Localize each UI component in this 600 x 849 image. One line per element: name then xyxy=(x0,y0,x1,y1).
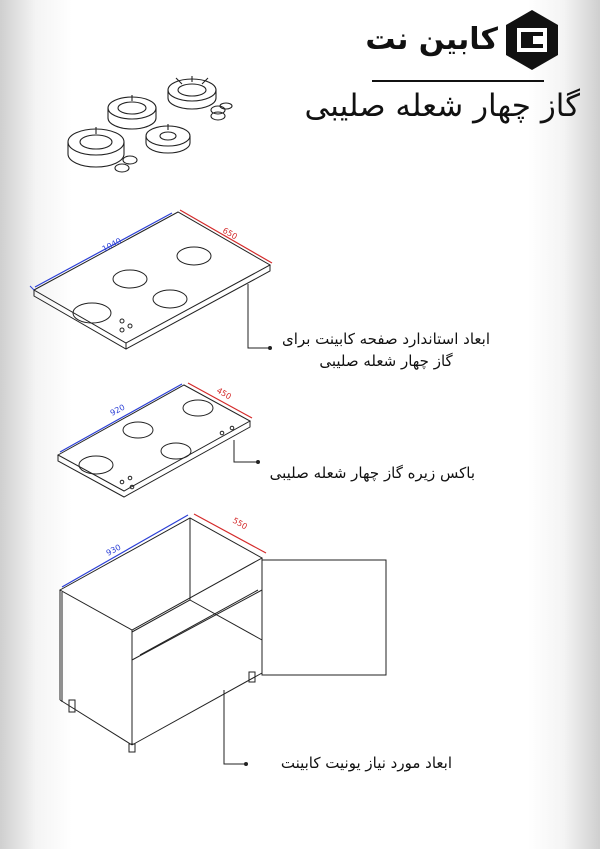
countertop-label-line2: گاز چهار شعله صلیبی xyxy=(319,352,453,370)
burner-cap-3 xyxy=(146,124,190,153)
knob-parts xyxy=(115,103,232,172)
countertop-label-line1: ابعاد استاندارد صفحه کابینت برای xyxy=(282,330,490,348)
page-title: گاز چهار شعله صلیبی xyxy=(304,88,580,124)
dim-cutout-width: 920 xyxy=(108,402,127,418)
dim-cabinet-width: 930 xyxy=(104,542,123,558)
cabinet-label: ابعاد مورد نیاز یونیت کابینت xyxy=(280,754,452,772)
cutout-box xyxy=(58,383,252,497)
dim-countertop-width: 1040 xyxy=(100,236,123,254)
dim-countertop-depth: 650 xyxy=(221,225,239,242)
leader-line-1 xyxy=(248,284,270,348)
countertop-label xyxy=(282,328,490,372)
dim-cutout-depth: 450 xyxy=(215,385,233,402)
dim-cabinet-depth: 550 xyxy=(231,515,249,532)
burner-cap-1 xyxy=(168,76,216,109)
burner-parts-illustration xyxy=(68,76,232,172)
cutout-label: باکس زیره گاز چهار شعله صلیبی xyxy=(269,464,475,482)
burner-cap-2 xyxy=(108,95,156,129)
burner-cap-4 xyxy=(68,127,124,167)
brand-name: کابین نت xyxy=(365,22,498,57)
leader-line-2 xyxy=(234,440,258,462)
leader-line-3 xyxy=(224,690,246,764)
